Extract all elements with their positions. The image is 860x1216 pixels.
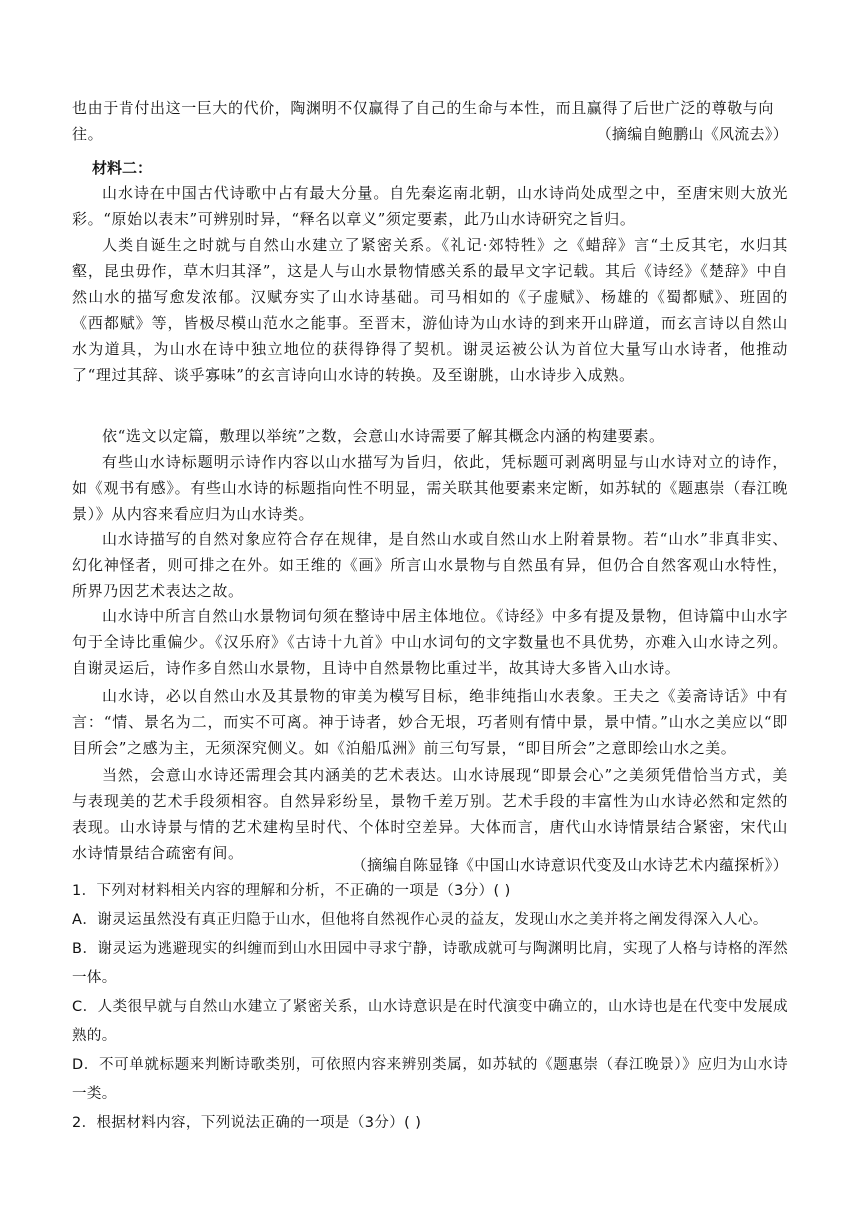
paragraph-1: 山水诗在中国古代诗歌中占有最大分量。自先秦迄南北朝，山水诗尚处成型之中，至唐宋则大放光彩。“原始以表末”可辨别时异，“释名以章义”须定要素，此乃山水诗研究之旨归。 [72, 184, 788, 228]
paragraph-6: 山水诗中所言自然山水景物词句须在整诗中居主体地位。《诗经》中多有提及景物，但诗篇中山水字句于全诗比重偏少。《汉乐府》《古诗十九首》中山水词句的文字数量也不具优势，亦难入山水诗之列。自谢灵运后，诗作多自然山水景物，且诗中自然景物比重过半，故其诗大多皆入山水诗。 [72, 607, 788, 677]
question-1-option-b: B．谢灵运为逃避现实的纠缠而到山水田园中寻求宁静，诗歌成就可与陶渊明比肩，实现了人格与诗格的浑然一体。 [72, 941, 788, 986]
paragraph-3: 依“选文以定篇，敷理以举统”之数，会意山水诗需要了解其概念内涵的构建要素。 [102, 427, 665, 445]
paragraph-7: 山水诗，必以自然山水及其景物的审美为模写目标，绝非纯指山水表象。王夫之《姜斋诗话》中有言：“情、景名为二，而实不可离。神于诗者，妙合无垠，巧者则有情中景，景中情。”山水之美应以“即目所会”之感为主，无须深究侧义。如《泊船瓜洲》前三句写景，“即目所会”之意即绘山水之美。 [72, 687, 788, 757]
question-1-option-c: C．人类很早就与自然山水建立了紧密关系，山水诗意识是在时代演变中确立的，山水诗也是在代变中发展成熟的。 [72, 999, 788, 1044]
continuation-text: 也由于肯付出这一巨大的代价，陶渊明不仅赢得了自己的生命与本性，而且赢得了后世广泛的尊敬与向往。 [72, 99, 775, 143]
material-2-heading: 材料二： [92, 159, 153, 177]
paragraph-8: 当然，会意山水诗还需理会其内涵美的艺术表达。山水诗展现“即景会心”之美须凭借恰当方式，美与表现美的艺术手段须相容。自然异彩纷呈，景物千差万别。艺术手段的丰富性为山水诗必然和定然的表现。山水诗景与情的艺术建构呈时代、个体时空差异。大体而言，唐代山水诗情景结合紧密，宋代山水诗情景结合疏密有间。 [72, 766, 788, 862]
source-citation-2: （摘编自陈显锋《中国山水诗意识代变及山水诗艺术内蕴探析》） [351, 856, 788, 874]
question-1-option-a: A．谢灵运虽然没有真正归隐于山水，但他将自然视作心灵的益友，发现山水之美并将之阐发得深入人心。 [72, 912, 768, 928]
question-1-stem: 1．下列对材料相关内容的理解和分析，不正确的一项是（3分）( ) [72, 883, 511, 899]
source-citation-1: （摘编自鲍鹏山《风流去》） [596, 125, 788, 143]
question-1-option-d: D．不可单就标题来判断诗歌类别，可依照内容来辨别类属，如苏轼的《题惠崇（春江晚景）》应归为山水诗一类。 [72, 1057, 788, 1102]
paragraph-5: 山水诗描写的自然对象应符合存在规律，是自然山水或自然山水上附着景物。若“山水”非真非实、幻化神怪者，则可排之在外。如王维的《画》所言山水景物与自然虽有异，但仍合自然客观山水特性，所界乃因艺术表达之故。 [72, 530, 788, 600]
question-2-stem: 2．根据材料内容，下列说法正确的一项是（3分）( ) [72, 1115, 422, 1131]
paragraph-2: 人类自诞生之时就与自然山水建立了紧密关系。《礼记·郊特牲》之《蜡辞》言“土反其宅，水归其壑，昆虫毋作，草木归其泽”，这是人与山水景物情感关系的最早文字记载。其后《诗经》《楚辞》中自然山水的描写愈发浓郁。汉赋夯实了山水诗基础。司马相如的《子虚赋》、杨雄的《蜀都赋》、班固的《西都赋》等，皆极尽模山范水之能事。至晋末，游仙诗为山水诗的到来开山辟道，而玄言诗以自然山水为道具，为山水在诗中独立地位的获得铮得了契机。谢灵运被公认为首位大量写山水诗者，他推动了“理过其辞、谈乎寡味”的玄言诗向山水诗的转换。及至谢朓，山水诗步入成熟。 [72, 236, 788, 384]
paragraph-4: 有些山水诗标题明示诗作内容以山水描写为旨归，依此，凭标题可剥离明显与山水诗对立的诗作，如《观书有感》。有些山水诗的标题指向性不明显，需关联其他要素来定断，如苏轼的《题惠崇（春江晚景）》从内容来看应归为山水诗类。 [72, 453, 788, 523]
